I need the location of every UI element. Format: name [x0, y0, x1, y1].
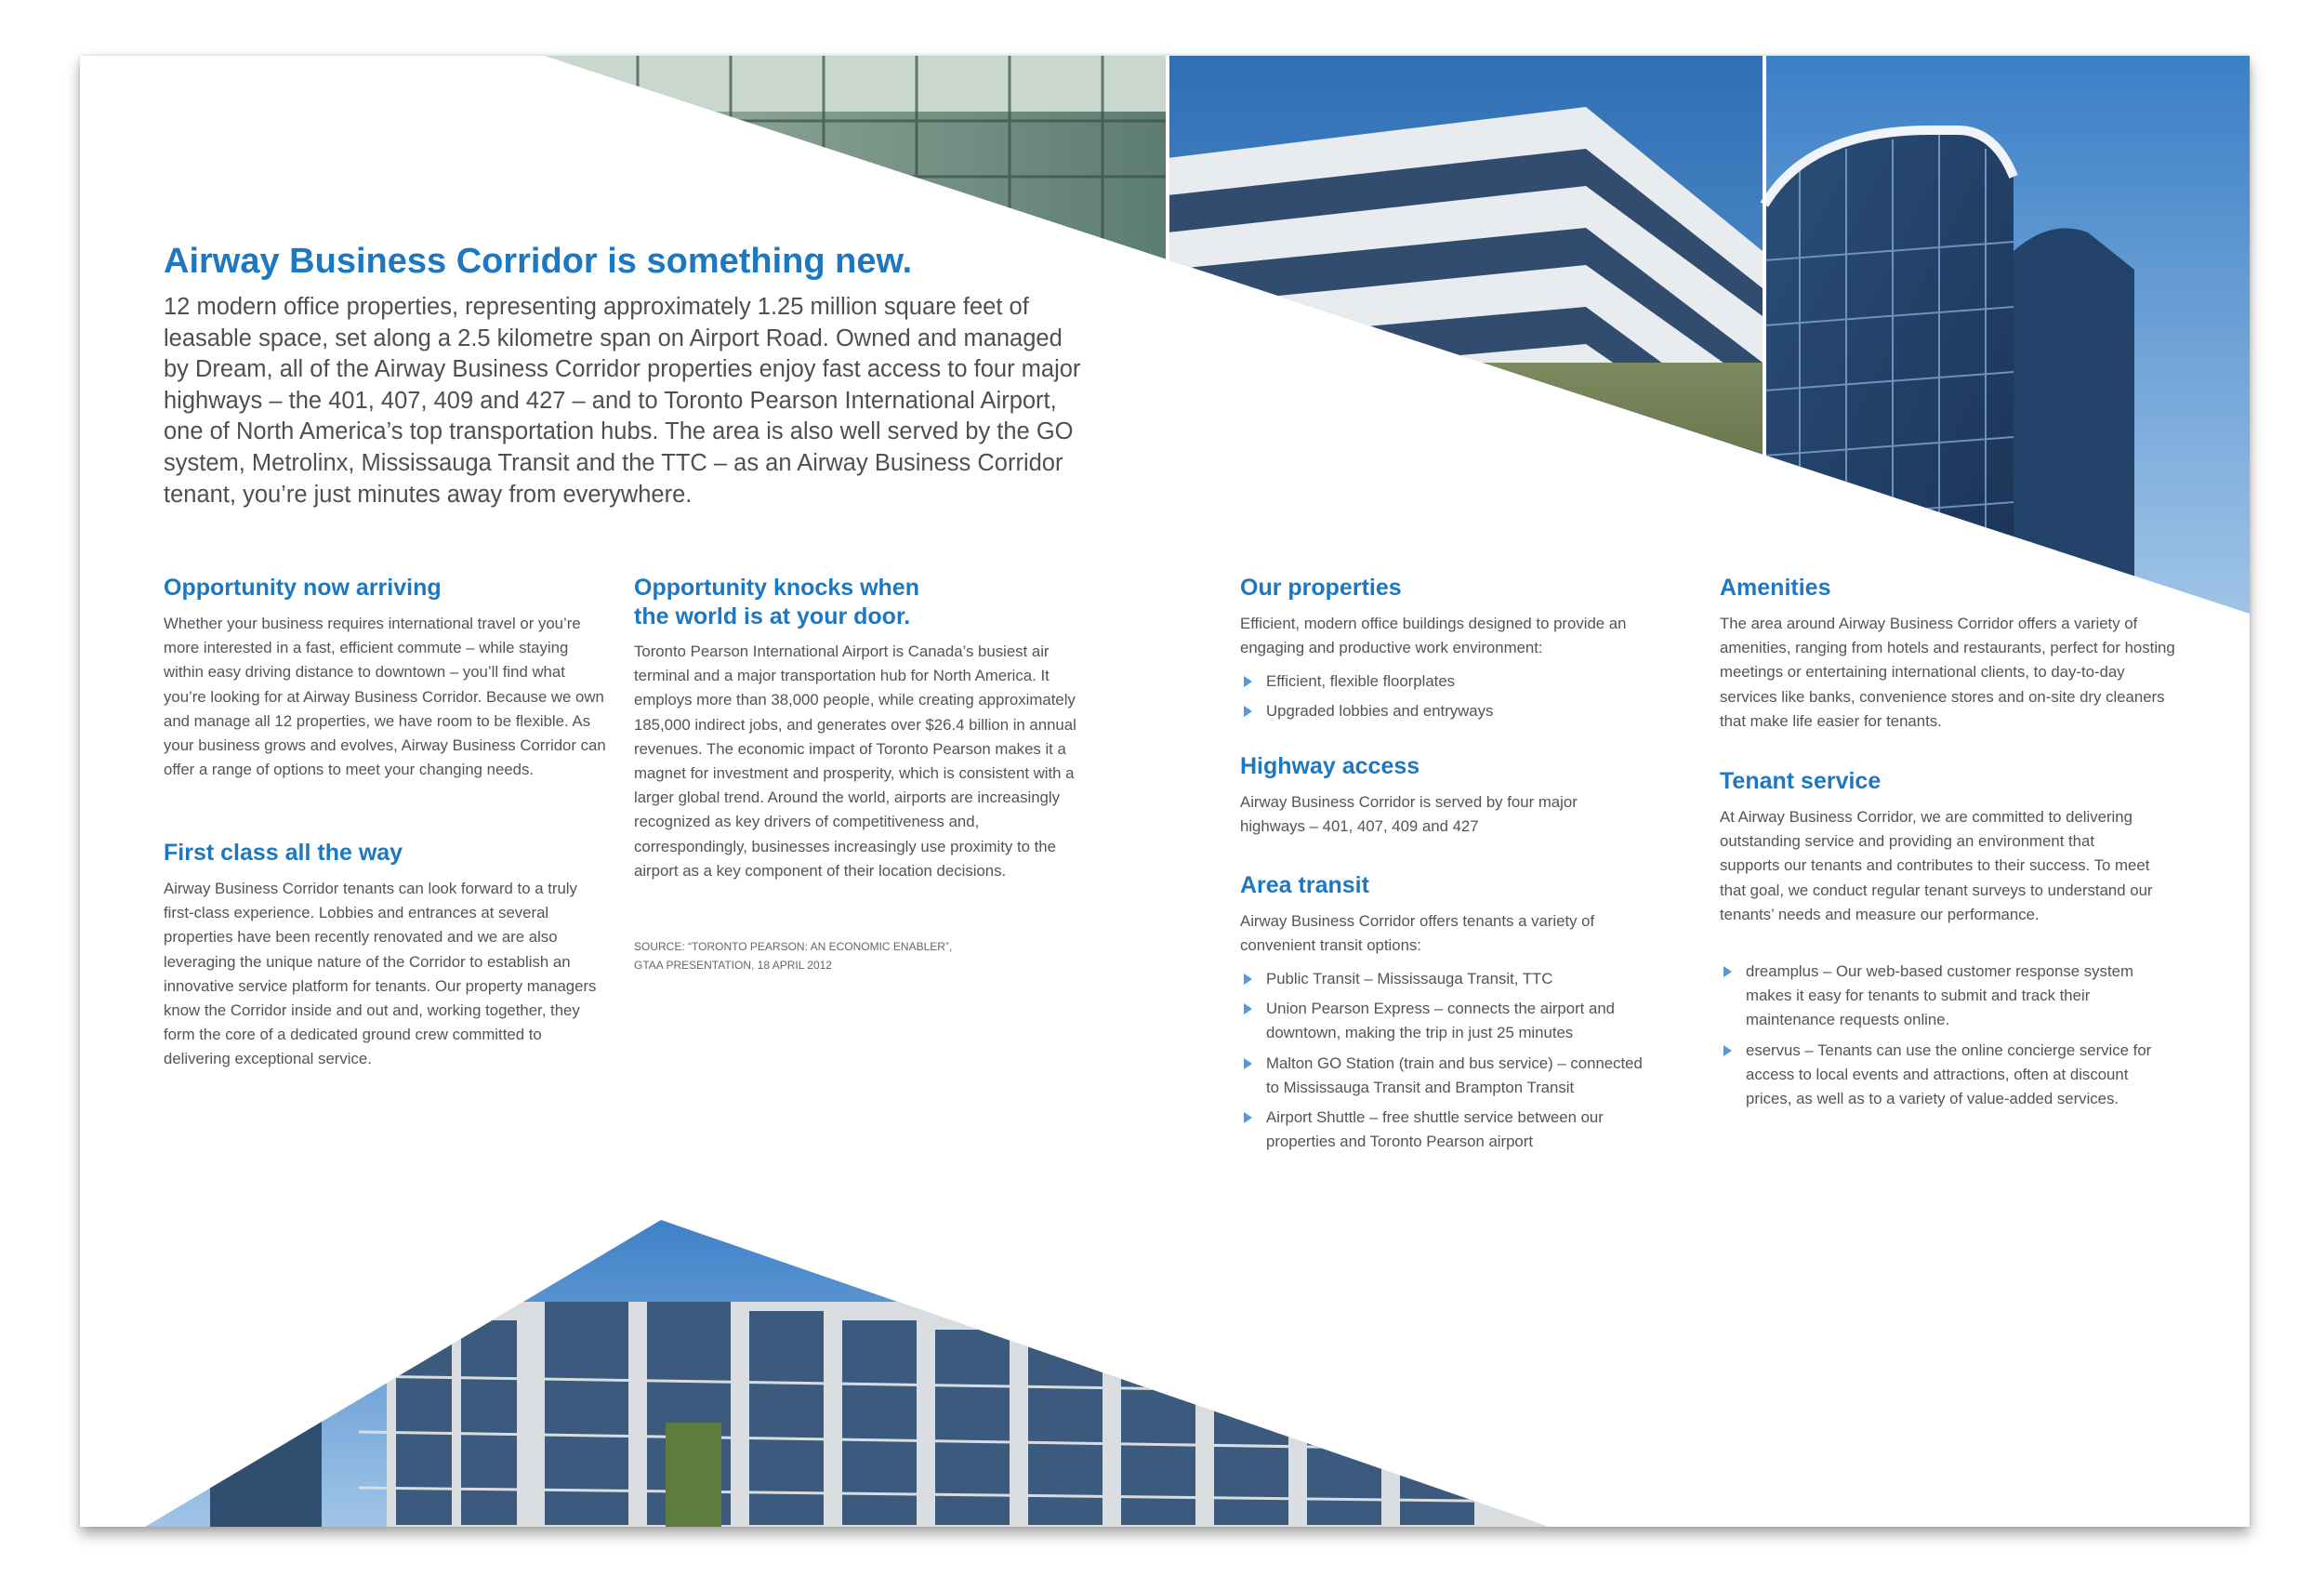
area-transit-body: Airway Business Corridor offers tenants a variety of convenient transit options:: [1240, 912, 1595, 955]
opportunity-knocks-heading: [634, 574, 919, 631]
list-item: Public Transit – Mississauga Transit, TTC: [1240, 967, 1658, 991]
highway-access-heading: Highway access: [1240, 753, 1420, 779]
bottom-building-photo: [136, 1209, 1567, 1527]
bullet-arrow-icon: [1723, 1045, 1732, 1056]
bullet-arrow-icon: [1723, 966, 1732, 977]
bullet-arrow-icon: [1244, 676, 1252, 687]
our-properties-body: Efficient, modern office buildings designed to provide an engaging and productive work environment:: [1240, 615, 1627, 657]
list-item: Malton GO Station (train and bus service) – connected to Mississauga Transit and Brampton Transit: [1240, 1052, 1658, 1100]
page-headline: Airway Business Corridor is something new.: [164, 242, 913, 281]
list-item: dreamplus – Our web-based customer response system makes it easy for tenants to submit and track their maintenance requests online.: [1720, 960, 2157, 1033]
our-properties-list: [1240, 669, 1677, 729]
bullet-arrow-icon: [1244, 1112, 1252, 1123]
our-properties-heading: Our properties: [1240, 575, 1402, 601]
first-class-body: Airway Business Corridor tenants can look forward to a truly first-class experience. Lobbies and entrances at several properties have been recently renovated and we are also leveraging the unique nature of the Corridor to establish an innovative service platform for tenants. Our property managers know the Corridor inside and out and, working together, they form the core of a dedicated ground crew committed to delivering exceptional service.: [164, 880, 597, 1068]
tenant-service-list: [1720, 960, 2157, 1117]
opportunity-knocks-body: Toronto Pearson International Airport is Canada’s busiest air terminal and a major transportation hub for North America. It employs more than 38,000 people, while creating approximately 185,000 indirect jobs, and generates over $26.4 billion in annual revenues. The economic impact of Toronto Pearson makes it a magnet for investment and prosperity, which is consistent with a larger global trend. Around the world, airports are increasingly recognized as key drivers of competitiveness and, correspondingly, businesses increasingly use proximity to the airport as a key component of their location decisions.: [634, 643, 1076, 880]
opportunity-knocks-heading-line2: the world is at your door.: [634, 603, 911, 629]
list-item: Upgraded lobbies and entryways: [1240, 699, 1677, 723]
list-item: eservus – Tenants can use the online concierge service for access to local events and attractions, often at discount prices, as well as to a variety of value-added services.: [1720, 1039, 2157, 1112]
first-class-heading: First class all the way: [164, 840, 403, 866]
bullet-arrow-icon: [1244, 706, 1252, 717]
highway-access-body: Airway Business Corridor is served by four major highways – 401, 407, 409 and 427: [1240, 793, 1578, 836]
amenities-body: The area around Airway Business Corridor offers a variety of amenities, ranging from hotels and restaurants, perfect for hosting meetings or entertaining international clients, to day-to-day services like banks, convenience stores and on-site dry cleaners that make life easier for tenants.: [1720, 615, 2175, 730]
list-item: Union Pearson Express – connects the airport and downtown, making the trip in just 25 minutes: [1240, 997, 1658, 1045]
area-transit-heading: Area transit: [1240, 872, 1369, 898]
area-transit-list: [1240, 967, 1658, 1160]
bullet-arrow-icon: [1244, 1058, 1252, 1069]
tenant-service-heading: Tenant service: [1720, 768, 1882, 794]
brochure-spread: [80, 56, 2250, 1527]
source-citation: [634, 937, 1080, 974]
tenant-service-body: At Airway Business Corridor, we are committed to delivering outstanding service and providing an environment that supports our tenants and contributes to their success. To meet that goal, we conduct regular tenant surveys to understand our tenants’ needs and measure our performance.: [1720, 808, 2153, 923]
bullet-arrow-icon: [1244, 974, 1252, 985]
list-item: Airport Shuttle – free shuttle service between our properties and Toronto Pearson airport: [1240, 1106, 1658, 1154]
opportunity-arriving-body: Whether your business requires international travel or you’re more interested in a fast, efficient commute – while staying within easy driving distance to downtown – you’ll find what you’re looking for at Airway Business Corridor. Because we own and manage all 12 properties, we have room to be flexible. As your business grows and evolves, Airway Business Corridor can offer a range of options to meet your changing needs.: [164, 615, 606, 779]
opportunity-knocks-heading-line1: Opportunity knocks when: [634, 575, 919, 601]
list-item: Efficient, flexible floorplates: [1240, 669, 1677, 694]
amenities-heading: Amenities: [1720, 575, 1831, 601]
bullet-arrow-icon: [1244, 1003, 1252, 1014]
source-citation-line2: GTAA PRESENTATION, 18 APRIL 2012: [634, 959, 832, 972]
intro-paragraph: 12 modern office properties, representing approximately 1.25 million square feet of leasable space, set along a 2.5 kilometre span on Airport Road. Owned and managed by Dream, all of the Airway Business Corridor properties enjoy fast access to four major highways – the 401, 407, 409 and 427 – and to Toronto Pearson International Airport, one of North America’s top transportation hubs. The area is also well served by the GO system, Metrolinx, Mississauga Transit and the TTC – as an Airway Business Corridor tenant, you’re just minutes away from everywhere.: [164, 294, 1081, 508]
opportunity-arriving-heading: Opportunity now arriving: [164, 575, 442, 601]
source-citation-line1: SOURCE: “TORONTO PEARSON: AN ECONOMIC ENABLER”,: [634, 940, 953, 953]
